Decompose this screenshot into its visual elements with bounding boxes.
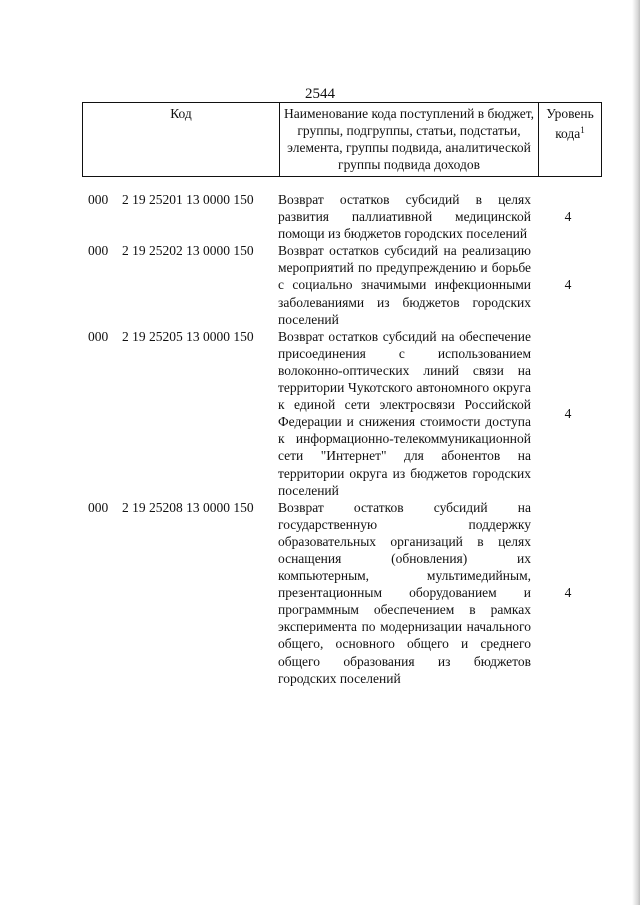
page-number: 2544 <box>305 86 335 102</box>
table-header <box>82 102 602 177</box>
table-body <box>82 191 640 687</box>
row-code: 2 19 25202 13 0000 150 <box>122 243 254 259</box>
table-row <box>82 242 640 327</box>
row-name: Возврат остатков субсидий на государственную поддержку образовательных организаций в целях оснащения (обновления) их компьютерным, мультимедийным, презентационным оборудованием и программным обеспечением в рамках эксперимента по модернизации начального общего, основного общего и среднего общего образования из бюджетов городских поселений <box>278 499 531 686</box>
row-level <box>531 242 599 327</box>
row-prefix: 000 <box>88 328 109 344</box>
row-level <box>531 499 599 687</box>
row-level <box>531 328 599 499</box>
header-code-label: Код <box>170 106 192 121</box>
table-row <box>82 328 640 499</box>
row-level-value: 4 <box>564 209 572 225</box>
header-level-footnote: 1 <box>580 125 585 135</box>
row-name: Возврат остатков субсидий в целях развития паллиативной медицинской помощи из бюджетов городских поселений <box>278 192 531 242</box>
row-name: Возврат остатков субсидий на реализацию мероприятий по предупреждению и борьбе с социально значимыми инфекционными заболеваниями из бюджетов городских поселений <box>278 243 531 327</box>
row-level-value: 4 <box>564 277 572 293</box>
row-code: 2 19 25208 13 0000 150 <box>122 499 254 515</box>
row-level-value: 4 <box>564 585 572 601</box>
row-code: 2 19 25201 13 0000 150 <box>122 192 254 207</box>
row-prefix: 000 <box>88 499 109 515</box>
row-prefix: 000 <box>88 192 109 207</box>
header-code <box>83 103 280 177</box>
row-name: Возврат остатков субсидий на обеспечение присоединения с использованием волоконно-оптических линий связи на территории Чукотского автономного округа к единой сети электросвязи Российской Федерации и снижения стоимости доступа к информационно-телекоммуникационной сети "Интернет" для абонентов на территории округа из бюджетов городских поселений <box>278 328 531 498</box>
row-code: 2 19 25205 13 0000 150 <box>122 328 254 344</box>
table-row <box>82 191 640 242</box>
row-level <box>531 191 599 242</box>
row-prefix: 000 <box>88 243 109 259</box>
header-name <box>280 103 539 177</box>
header-name-label: Наименование кода поступлений в бюджет, группы, подгруппы, статьи, подстатьи, элемента, группы подвида, аналитической группы подвида доходов <box>283 106 534 172</box>
header-level-label: Уровень кода <box>546 106 594 141</box>
row-level-value: 4 <box>564 405 572 421</box>
table-row <box>82 499 640 687</box>
header-level <box>539 103 602 177</box>
